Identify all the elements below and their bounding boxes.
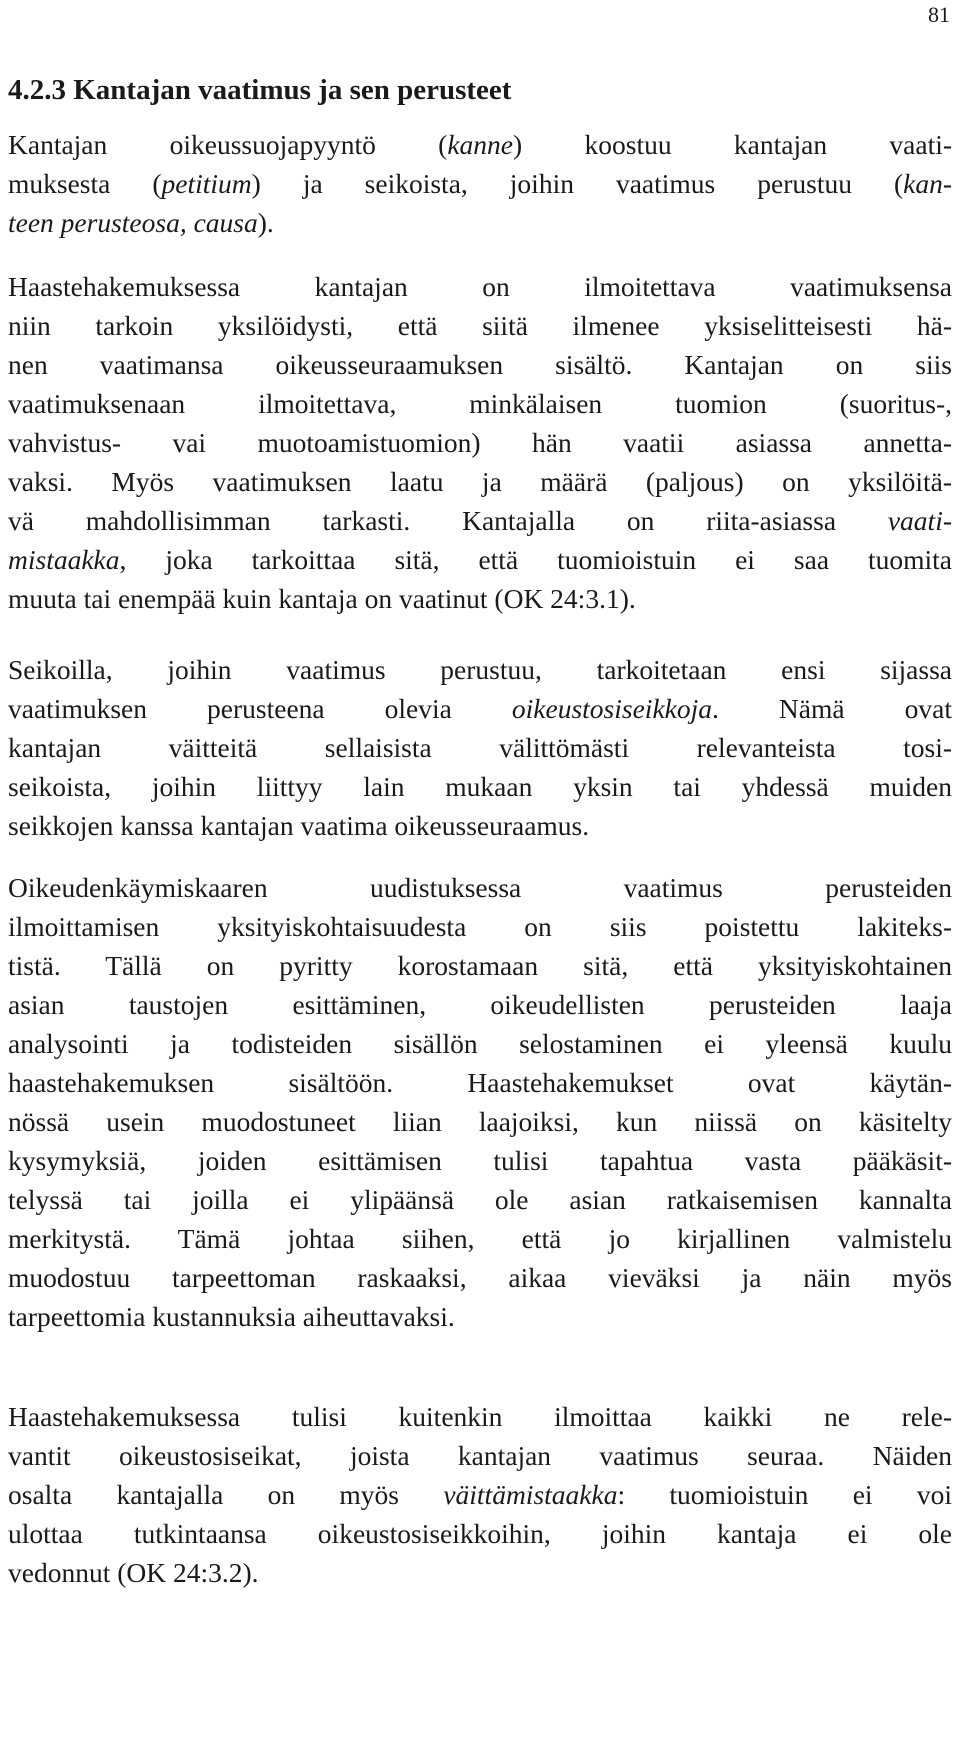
text-run: muksesta (: [8, 168, 162, 199]
text-line: [8, 423, 952, 462]
text-line: [8, 1514, 952, 1553]
text-run: . Nämä ovat: [712, 693, 952, 724]
text-line: [8, 267, 952, 306]
text-run: ) ja seikoista, joihin vaatimus perustuu (: [251, 168, 904, 199]
paragraph-grounds: [8, 650, 952, 845]
text-run: Kantajan oikeussuojapyyntö (: [8, 129, 448, 160]
page-number: 81: [928, 2, 950, 27]
text-line: [8, 946, 952, 985]
text-run: tistä. Tällä on pyritty korostamaan sitä, että yksityiskohtainen: [8, 950, 952, 981]
text-line: [8, 1553, 952, 1592]
text-line: [8, 579, 952, 618]
italic-term: väittämistaakka: [443, 1479, 618, 1510]
text-run: tarpeettomia kustannuksia aiheuttavaksi.: [8, 1301, 455, 1332]
paragraph-relevant-facts: [8, 1397, 952, 1592]
text-line: [8, 1063, 952, 1102]
text-line: [8, 306, 952, 345]
text-run: haastehakemuksen sisältöön. Haastehakemukset ovat käytän-: [8, 1067, 952, 1098]
italic-term: kan-: [903, 168, 952, 199]
text-run: ulottaa tutkintaansa oikeustosiseikkoihin, joihin kantaja ei ole: [8, 1518, 952, 1549]
text-run: nen vaatimansa oikeusseuraamuksen sisältö. Kantajan on siis: [8, 349, 952, 380]
text-line: [8, 540, 952, 579]
text-run: analysointi ja todisteiden sisällön selostaminen ei yleensä kuulu: [8, 1028, 952, 1059]
text-line: [8, 868, 952, 907]
italic-term: vaati-: [887, 505, 952, 536]
text-line: [8, 1219, 952, 1258]
text-run: vaatimuksen perusteena olevia: [8, 693, 512, 724]
text-run: vantit oikeustosiseikat, joista kantajan vaatimus seuraa. Näiden: [8, 1440, 952, 1471]
text-line: [8, 1297, 952, 1336]
text-line: [8, 125, 952, 164]
text-run: niin tarkoin yksilöidysti, että siitä ilmenee yksiselitteisesti hä-: [8, 310, 952, 341]
text-run: muuta tai enempää kuin kantaja on vaatinut (OK 24:3.1).: [8, 583, 636, 614]
text-run: kysymyksiä, joiden esittämisen tulisi tapahtua vasta pääkäsit-: [8, 1145, 952, 1176]
paragraph-claim-specification: [8, 267, 952, 618]
italic-term: kanne: [447, 129, 513, 160]
text-run: nössä usein muodostuneet liian laajoiksi, kun niissä on käsitelty: [8, 1106, 952, 1137]
text-line: [8, 462, 952, 501]
text-run: vedonnut (OK 24:3.2).: [8, 1557, 259, 1588]
text-run: telyssä tai joilla ei ylipäänsä ole asian ratkaisemisen kannalta: [8, 1184, 952, 1215]
italic-term: petitium: [161, 168, 252, 199]
text-run: ilmoittamisen yksityiskohtaisuudesta on siis poistettu lakiteks-: [8, 911, 952, 942]
text-run: Haastehakemuksessa kantajan on ilmoitettava vaatimuksensa: [8, 271, 952, 302]
text-line: [8, 728, 952, 767]
text-line: [8, 985, 952, 1024]
text-line: [8, 345, 952, 384]
text-run: ) koostuu kantajan vaati-: [513, 129, 953, 160]
text-run: Haastehakemuksessa tulisi kuitenkin ilmoittaa kaikki ne rele-: [8, 1401, 952, 1432]
italic-term: mistaakka: [8, 544, 120, 575]
text-run: ).: [257, 207, 274, 238]
italic-term: teen perusteosa, causa: [8, 207, 258, 238]
text-line: [8, 1258, 952, 1297]
text-run: merkitystä. Tämä johtaa siihen, että jo kirjallinen valmistelu: [8, 1223, 952, 1254]
text-run: muodostuu tarpeettoman raskaaksi, aikaa vieväksi ja näin myös: [8, 1262, 952, 1293]
text-run: seikoista, joihin liittyy lain mukaan yksin tai yhdessä muiden: [8, 771, 952, 802]
text-run: Seikoilla, joihin vaatimus perustuu, tarkoitetaan ensi sijassa: [8, 654, 952, 685]
text-line: [8, 1397, 952, 1436]
text-run: vaatimuksenaan ilmoitettava, minkälaisen tuomion (suoritus-,: [8, 388, 952, 419]
text-line: [8, 164, 952, 203]
text-line: [8, 1436, 952, 1475]
text-run: osalta kantajalla on myös: [8, 1479, 444, 1510]
text-run: vaksi. Myös vaatimuksen laatu ja määrä (paljous) on yksilöitä-: [8, 466, 952, 497]
paragraph-reform: [8, 868, 952, 1336]
text-line: [8, 1024, 952, 1063]
text-line: [8, 907, 952, 946]
text-line: [8, 384, 952, 423]
text-line: [8, 501, 952, 540]
text-line: [8, 767, 952, 806]
text-line: [8, 1102, 952, 1141]
text-run: seikkojen kanssa kantajan vaatima oikeusseuraamus.: [8, 810, 590, 841]
text-run: asian taustojen esittäminen, oikeudellisten perusteiden laaja: [8, 989, 952, 1020]
paragraph-claim-definition: [8, 125, 952, 242]
text-line: [8, 650, 952, 689]
text-line: [8, 806, 952, 845]
text-line: [8, 203, 952, 242]
italic-term: oikeustosiseikkoja: [511, 693, 712, 724]
text-run: : tuomioistuin ei voi: [617, 1479, 953, 1510]
text-line: [8, 1475, 952, 1514]
text-run: Oikeudenkäymiskaaren uudistuksessa vaatimus perusteiden: [8, 872, 952, 903]
text-run: vä mahdollisimman tarkasti. Kantajalla on riita-asiassa: [8, 505, 888, 536]
text-run: kantajan väitteitä sellaisista välittömästi relevanteista tosi-: [8, 732, 952, 763]
section-title: 4.2.3 Kantajan vaatimus ja sen perusteet: [8, 74, 512, 106]
text-line: [8, 1180, 952, 1219]
text-run: vahvistus- vai muotoamistuomion) hän vaatii asiassa annetta-: [8, 427, 952, 458]
text-line: [8, 1141, 952, 1180]
text-run: , joka tarkoittaa sitä, että tuomioistuin ei saa tuomita: [119, 544, 952, 575]
text-line: [8, 689, 952, 728]
